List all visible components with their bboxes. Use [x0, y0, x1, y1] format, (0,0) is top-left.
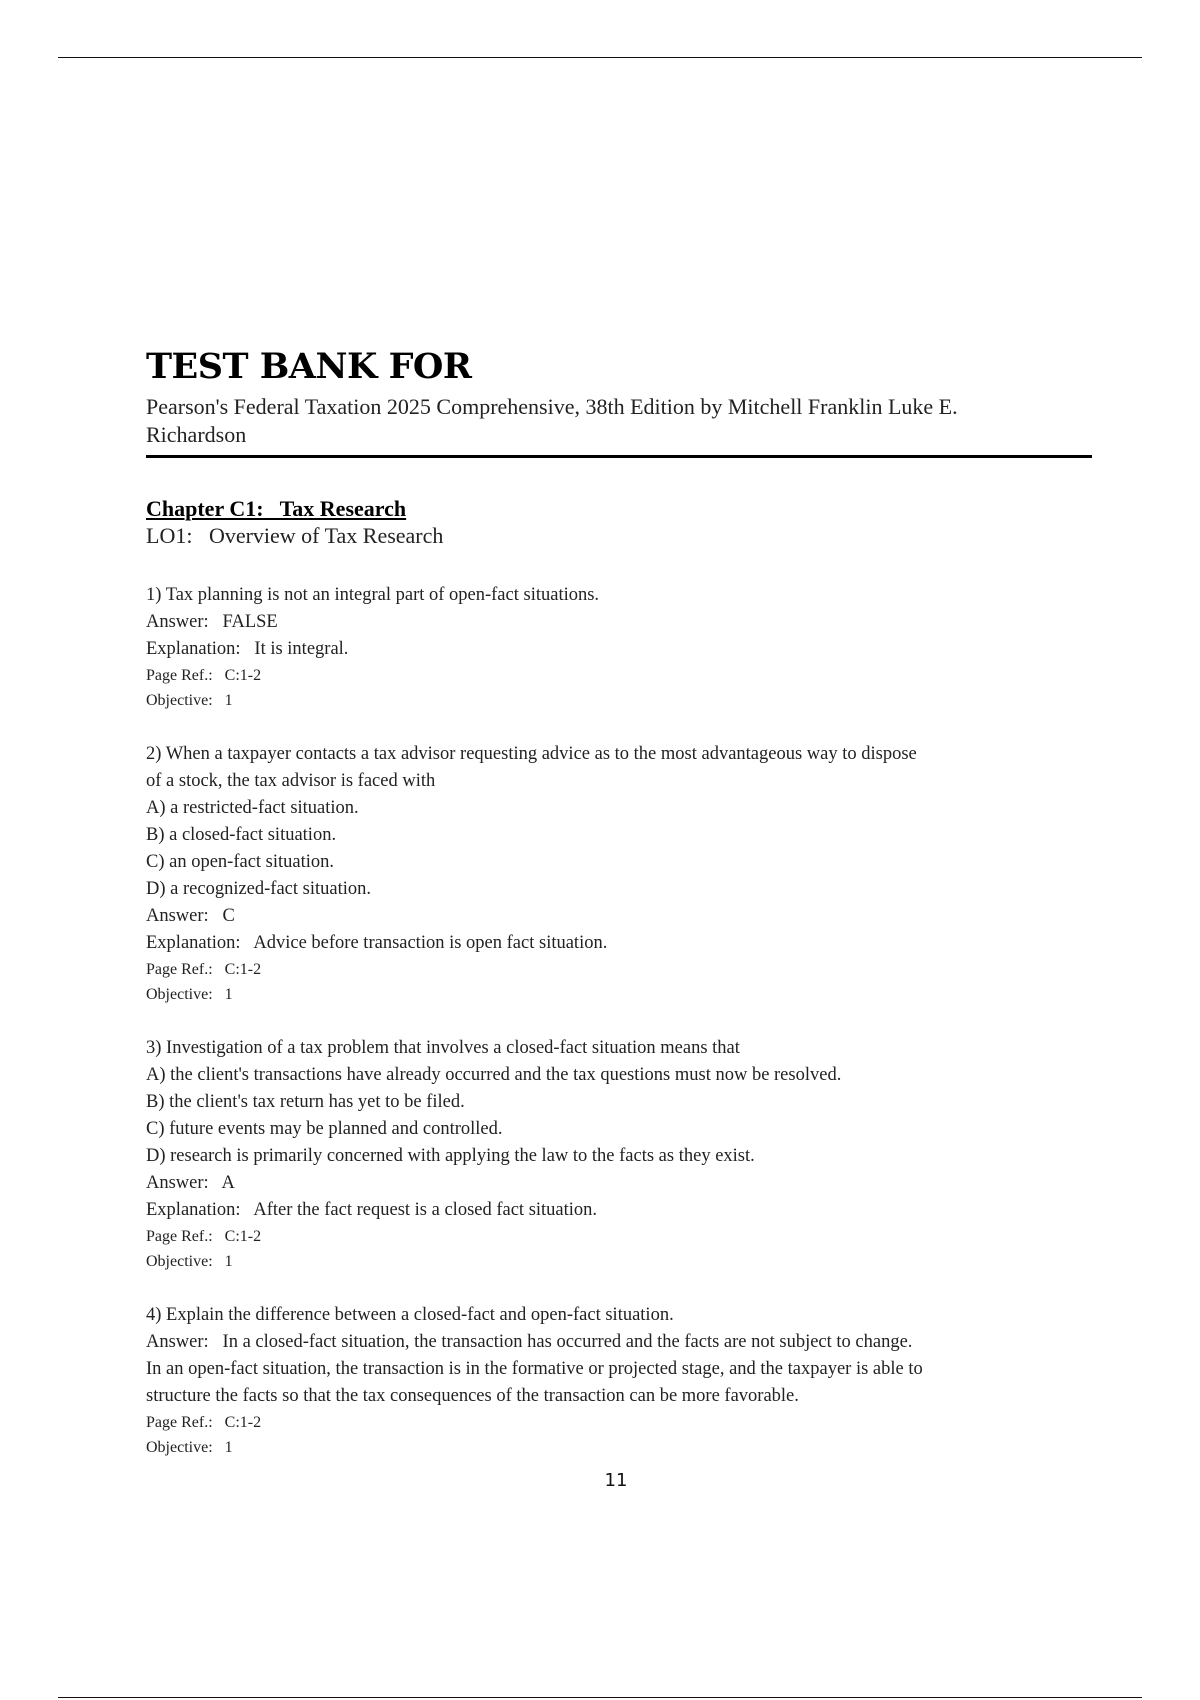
page-number: 11	[604, 1470, 628, 1491]
page-ref: Page Ref.: C:1-2	[146, 1228, 262, 1245]
explanation: Explanation: After the fact request is a closed fact situation.	[146, 1200, 598, 1220]
page-ref: Page Ref.: C:1-2	[146, 667, 262, 684]
objective: Objective: 1	[146, 1253, 233, 1270]
title-block	[146, 345, 1092, 458]
document-subtitle	[146, 393, 1092, 449]
question-2	[146, 741, 1092, 1007]
answer: Answer: C	[146, 906, 235, 926]
question-stem: 3) Investigation of a tax problem that involves a closed-fact situation means that	[146, 1038, 740, 1058]
document-title: TEST BANK FOR	[146, 346, 472, 387]
question-stem: 4) Explain the difference between a closed-fact and open-fact situation.	[146, 1305, 674, 1325]
subtitle-line: Pearson's Federal Taxation 2025 Comprehensive, 38th Edition by Mitchell Franklin Luke E.	[146, 394, 958, 419]
subtitle-line: Richardson	[146, 422, 247, 447]
option-d: D) research is primarily concerned with applying the law to the facts as they exist.	[146, 1146, 755, 1166]
objective: Objective: 1	[146, 1439, 233, 1456]
answer: Answer: FALSE	[146, 612, 278, 632]
chapter-content	[146, 496, 1092, 1460]
objective: Objective: 1	[146, 986, 233, 1003]
option-b: B) the client's tax return has yet to be filed.	[146, 1092, 465, 1112]
objective: Objective: 1	[146, 692, 233, 709]
page-ref: Page Ref.: C:1-2	[146, 961, 262, 978]
explanation: Explanation: It is integral.	[146, 639, 349, 659]
title-rule	[146, 455, 1092, 458]
answer: Answer: In a closed-fact situation, the transaction has occurred and the facts are not subject to change.	[146, 1332, 913, 1352]
question-stem: 1) Tax planning is not an integral part of open-fact situations.	[146, 585, 600, 605]
question-stem: of a stock, the tax advisor is faced with	[146, 771, 436, 791]
option-d: D) a recognized-fact situation.	[146, 879, 371, 899]
option-a: A) a restricted-fact situation.	[146, 798, 359, 818]
answer-continued: In an open-fact situation, the transaction is in the formative or projected stage, and the taxpayer is able to	[146, 1359, 923, 1379]
bottom-rule	[58, 1697, 1142, 1698]
option-c: C) an open-fact situation.	[146, 852, 335, 872]
option-a: A) the client's transactions have already occurred and the tax questions must now be resolved.	[146, 1065, 842, 1085]
top-rule	[58, 57, 1142, 58]
question-stem: 2) When a taxpayer contacts a tax advisor requesting advice as to the most advantageous way to dispose	[146, 744, 917, 764]
answer: Answer: A	[146, 1173, 235, 1193]
chapter-heading: Chapter C1: Tax Research	[146, 496, 407, 521]
question-3	[146, 1035, 1092, 1274]
question-4	[146, 1302, 1092, 1460]
option-b: B) a closed-fact situation.	[146, 825, 337, 845]
learning-objective-heading: LO1: Overview of Tax Research	[146, 523, 444, 548]
answer-continued: structure the facts so that the tax consequences of the transaction can be more favorable.	[146, 1386, 799, 1406]
page-ref: Page Ref.: C:1-2	[146, 1414, 262, 1431]
option-c: C) future events may be planned and controlled.	[146, 1119, 503, 1139]
explanation: Explanation: Advice before transaction is open fact situation.	[146, 933, 608, 953]
question-1	[146, 582, 1092, 713]
